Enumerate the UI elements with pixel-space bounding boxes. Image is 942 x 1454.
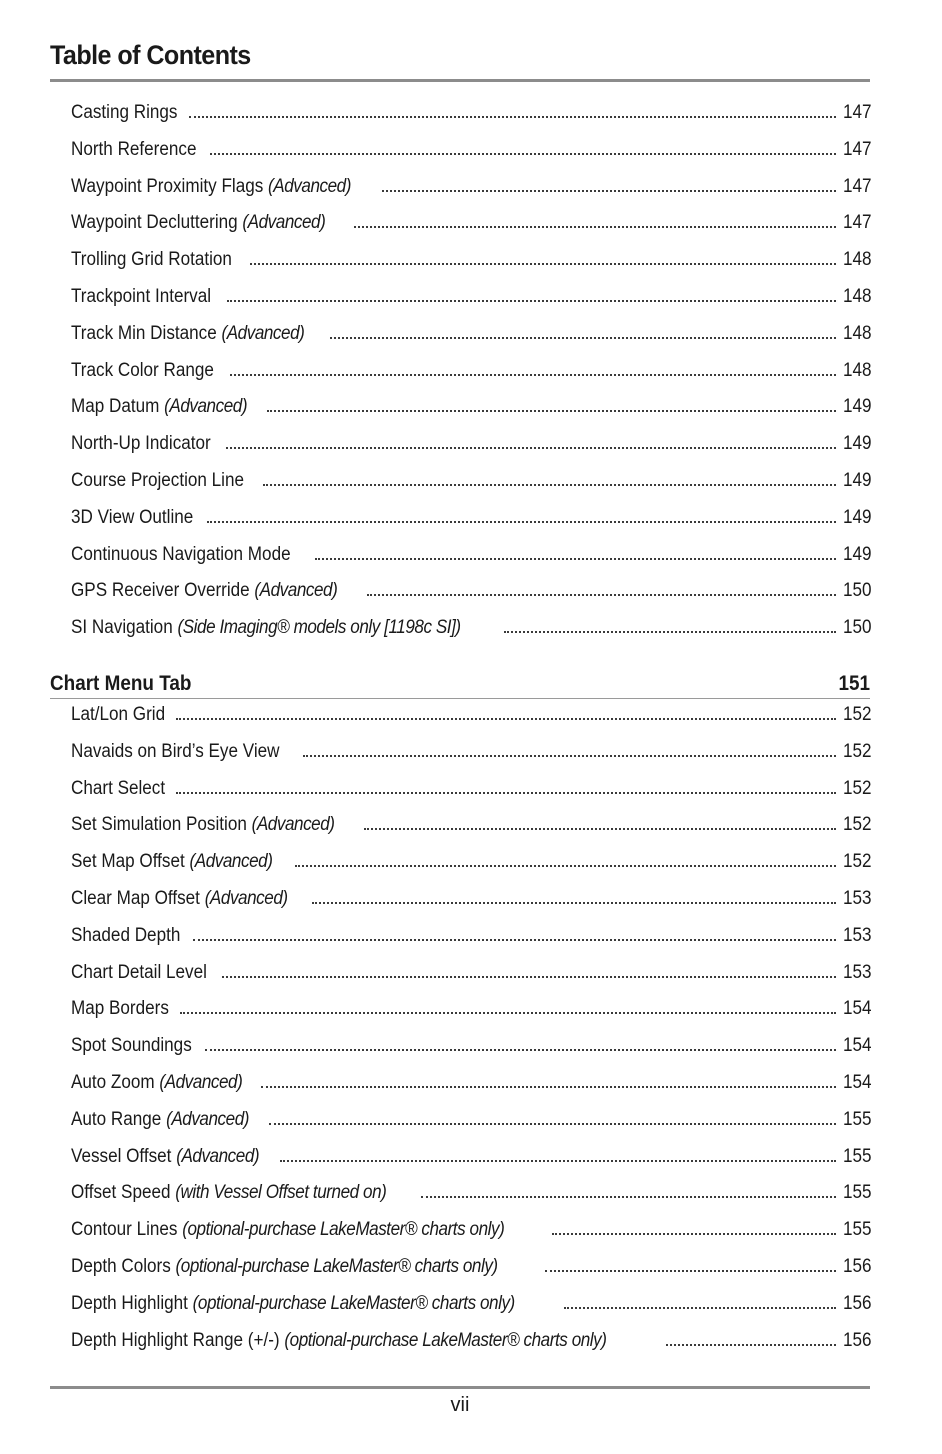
toc-entry-title: [71, 778, 165, 800]
toc-entry-page: 149: [843, 543, 872, 565]
toc-entry-note: (Advanced): [166, 1108, 250, 1130]
title-divider: [50, 79, 870, 82]
toc-entry-label: Depth Highlight Range (+/-): [71, 1329, 280, 1351]
dot-leader: [176, 792, 836, 794]
dot-leader: [312, 902, 836, 904]
toc-entry-page: 153: [843, 924, 872, 946]
dot-leader: [269, 1123, 836, 1125]
toc-entry-label: Clear Map Offset: [71, 887, 200, 909]
toc-entry-label: Map Datum: [71, 396, 160, 418]
toc-entry[interactable]: [71, 1035, 870, 1072]
toc-entry-title: [71, 741, 279, 763]
toc-entry[interactable]: [71, 704, 870, 741]
toc-entry-title: [71, 249, 232, 271]
toc-entry-label: Depth Colors: [71, 1255, 171, 1277]
toc-entry-title: [71, 396, 247, 418]
toc-entry-page: 152: [843, 814, 872, 836]
dot-leader: [226, 447, 836, 449]
toc-entry-page: 154: [843, 1071, 872, 1093]
toc-entry-page: 148: [843, 359, 872, 381]
section-page-number: 151: [838, 672, 870, 695]
toc-entry-page: 156: [843, 1255, 872, 1277]
toc-entry[interactable]: [71, 851, 870, 888]
dot-leader: [205, 1049, 836, 1051]
toc-entry-page: 154: [843, 998, 872, 1020]
dot-leader: [189, 116, 836, 118]
dot-leader: [180, 1012, 836, 1014]
toc-entry[interactable]: [71, 741, 870, 778]
toc-entry-label: Contour Lines: [71, 1219, 178, 1241]
toc-entry-note: (Side Imaging® models only [1198c SI]): [177, 617, 461, 639]
toc-entry-title: [71, 1146, 259, 1168]
toc-entry-label: Vessel Offset: [71, 1145, 172, 1167]
toc-entry-title: [71, 998, 169, 1020]
toc-entry[interactable]: [71, 212, 870, 249]
toc-entry-title: [71, 925, 180, 947]
toc-entry-label: Continuous Navigation Mode: [71, 543, 291, 565]
toc-entry-title: [71, 1256, 498, 1278]
toc-list-chart: [71, 704, 870, 1366]
toc-entry-title: [71, 1330, 607, 1352]
dot-leader: [382, 190, 836, 192]
dot-leader: [564, 1307, 836, 1309]
toc-entry-title: [71, 580, 337, 602]
toc-entry[interactable]: [71, 1146, 870, 1183]
toc-entry-note: (Advanced): [242, 212, 326, 234]
toc-entry[interactable]: [71, 544, 870, 581]
toc-entry-title: [71, 102, 177, 124]
toc-entry-page: 149: [843, 469, 872, 491]
toc-entry-title: [71, 1035, 192, 1057]
toc-entry[interactable]: [71, 507, 870, 544]
dot-leader: [222, 976, 836, 978]
toc-entry[interactable]: [71, 888, 870, 925]
toc-entry-page: 155: [843, 1182, 872, 1204]
toc-entry[interactable]: [71, 1072, 870, 1109]
toc-entry-label: Track Color Range: [71, 359, 214, 381]
toc-entry-note: (Advanced): [164, 396, 248, 418]
toc-entry-note: (Advanced): [254, 580, 338, 602]
toc-entry-title: [71, 286, 211, 308]
toc-entry-page: 148: [843, 249, 872, 271]
dot-leader: [210, 153, 836, 155]
toc-entry-page: 147: [843, 102, 872, 123]
section-heading-chart-menu-tab[interactable]: [50, 672, 870, 699]
toc-entry-label: Auto Range: [71, 1108, 162, 1130]
toc-entry[interactable]: [71, 1293, 870, 1330]
toc-entry-title: [71, 139, 196, 161]
toc-entry[interactable]: [71, 396, 870, 433]
toc-entry-page: 149: [843, 433, 872, 455]
toc-entry-label: Waypoint Decluttering: [71, 212, 238, 234]
toc-entry-label: Map Borders: [71, 998, 169, 1020]
toc-entry-label: North Reference: [71, 138, 197, 160]
toc-entry-title: [71, 1072, 242, 1094]
toc-entry-page: 152: [843, 740, 872, 762]
dot-leader: [230, 374, 836, 376]
toc-entry-page: 153: [843, 887, 872, 909]
dot-leader: [280, 1160, 836, 1162]
toc-entry[interactable]: [71, 1330, 870, 1367]
toc-entry[interactable]: [71, 1109, 870, 1146]
toc-entry-title: [71, 1219, 504, 1241]
toc-entry-title: [71, 704, 165, 726]
toc-entry-title: [71, 1109, 249, 1131]
toc-entry-title: [71, 176, 351, 198]
dot-leader: [315, 558, 836, 560]
toc-entry-page: 152: [843, 704, 872, 725]
toc-entry-note: (with Vessel Offset turned on): [175, 1182, 387, 1204]
dot-leader: [267, 410, 836, 412]
toc-entry-label: Offset Speed: [71, 1182, 171, 1204]
toc-entry[interactable]: [71, 323, 870, 360]
toc-entry[interactable]: [71, 286, 870, 323]
toc-entry[interactable]: [71, 778, 870, 815]
dot-leader: [250, 263, 836, 265]
toc-entry-title: [71, 212, 325, 234]
toc-entry-label: Trolling Grid Rotation: [71, 249, 232, 271]
toc-entry-title: [71, 1293, 515, 1315]
toc-entry-label: Waypoint Proximity Flags: [71, 175, 264, 197]
dot-leader: [421, 1196, 836, 1198]
toc-entry-note: (Advanced): [268, 175, 351, 197]
toc-entry-label: Auto Zoom: [71, 1071, 155, 1093]
toc-entry-title: [71, 851, 272, 873]
toc-entry[interactable]: [71, 617, 870, 654]
section-title: Chart Menu Tab: [50, 672, 192, 695]
toc-entry-label: Chart Select: [71, 777, 166, 799]
toc-entry-note: (Advanced): [176, 1145, 260, 1167]
toc-entry-title: [71, 888, 288, 910]
toc-entry[interactable]: [71, 470, 870, 507]
toc-entry-title: [71, 433, 211, 455]
footer-page-number: vii: [450, 1394, 470, 1416]
toc-entry-label: North-Up Indicator: [71, 433, 211, 455]
toc-entry-title: [71, 617, 461, 639]
toc-entry[interactable]: [71, 998, 870, 1035]
footer-divider: [50, 1386, 870, 1389]
toc-entry[interactable]: [71, 249, 870, 286]
toc-entry[interactable]: [71, 1219, 870, 1256]
dot-leader: [193, 939, 837, 941]
toc-entry-title: [71, 544, 291, 566]
toc-entry-label: 3D View Outline: [71, 506, 194, 528]
toc-entry-title: [71, 962, 207, 984]
toc-entry-note: (optional-purchase LakeMaster® charts only): [284, 1329, 607, 1351]
toc-entry-label: Depth Highlight: [71, 1292, 188, 1314]
dot-leader: [552, 1233, 836, 1235]
dot-leader: [303, 755, 836, 757]
toc-entry-note: (Advanced): [189, 851, 273, 873]
toc-entry-page: 155: [843, 1108, 872, 1130]
dot-leader: [330, 337, 836, 339]
toc-entry-page: 154: [843, 1035, 872, 1057]
toc-entry-title: [71, 507, 193, 529]
toc-entry-title: [71, 470, 244, 492]
toc-entry-note: (optional-purchase LakeMaster® charts only): [182, 1219, 505, 1241]
toc-entry[interactable]: [71, 1256, 870, 1293]
toc-entry-page: 155: [843, 1145, 872, 1167]
toc-entry-page: 156: [843, 1292, 872, 1314]
toc-entry-note: (optional-purchase LakeMaster® charts only): [175, 1255, 498, 1277]
dot-leader: [367, 594, 836, 596]
toc-entry-label: Shaded Depth: [71, 924, 181, 946]
toc-entry-label: Trackpoint Interval: [71, 285, 212, 307]
toc-entry[interactable]: [71, 176, 870, 213]
toc-entry-label: Chart Detail Level: [71, 961, 207, 983]
toc-entry-note: (optional-purchase LakeMaster® charts only): [192, 1292, 515, 1314]
toc-entry-page: 153: [843, 961, 872, 983]
toc-entry[interactable]: [71, 1182, 870, 1219]
toc-entry-note: (Advanced): [251, 814, 335, 836]
dot-leader: [364, 828, 836, 830]
toc-entry-page: 147: [843, 212, 872, 234]
toc-entry-page: 152: [843, 851, 872, 873]
toc-entry-note: (Advanced): [159, 1071, 243, 1093]
toc-entry-page: 148: [843, 322, 872, 344]
dot-leader: [545, 1270, 836, 1272]
toc-entry-title: [71, 323, 304, 345]
toc-entry-page: 147: [843, 175, 872, 197]
dot-leader: [227, 300, 836, 302]
toc-entry-page: 148: [843, 285, 872, 307]
toc-entry-title: [71, 360, 214, 382]
toc-entry[interactable]: [71, 360, 870, 397]
toc-entry-page: 149: [843, 396, 872, 418]
toc-entry-label: GPS Receiver Override: [71, 580, 250, 602]
toc-entry[interactable]: [71, 962, 870, 999]
dot-leader: [263, 484, 836, 486]
toc-entry[interactable]: [71, 925, 870, 962]
toc-entry[interactable]: [71, 433, 870, 470]
toc-entry-label: Navaids on Bird’s Eye View: [71, 740, 280, 762]
toc-entry-note: (Advanced): [204, 887, 288, 909]
toc-entry-page: 150: [843, 617, 872, 639]
toc-entry-label: Spot Soundings: [71, 1035, 192, 1057]
dot-leader: [261, 1086, 836, 1088]
toc-entry-page: 156: [843, 1329, 872, 1351]
toc-entry[interactable]: [71, 102, 870, 139]
toc-entry[interactable]: [71, 814, 870, 851]
toc-entry-title: [71, 1182, 386, 1204]
toc-entry-page: 149: [843, 506, 872, 528]
dot-leader: [666, 1344, 836, 1346]
toc-entry-page: 155: [843, 1219, 872, 1241]
dot-leader: [295, 865, 836, 867]
toc-entry-label: Track Min Distance: [71, 322, 217, 344]
toc-entry-page: 150: [843, 580, 872, 602]
toc-entry-title: [71, 814, 335, 836]
toc-entry-label: Course Projection Line: [71, 469, 244, 491]
toc-entry[interactable]: [71, 139, 870, 176]
toc-entry-label: SI Navigation: [71, 617, 173, 639]
toc-entry-page: 152: [843, 777, 872, 799]
toc-list-first: [71, 102, 870, 654]
toc-entry-label: Casting Rings: [71, 102, 178, 123]
toc-entry-label: Set Simulation Position: [71, 814, 247, 836]
toc-entry-note: (Advanced): [221, 322, 305, 344]
toc-entry[interactable]: [71, 580, 870, 617]
dot-leader: [504, 631, 836, 633]
toc-entry-label: Set Map Offset: [71, 851, 185, 873]
page-title: Table of Contents: [50, 40, 251, 70]
dot-leader: [354, 226, 836, 228]
dot-leader: [176, 718, 836, 720]
toc-entry-label: Lat/Lon Grid: [71, 704, 166, 725]
toc-entry-page: 147: [843, 138, 872, 160]
dot-leader: [207, 521, 836, 523]
